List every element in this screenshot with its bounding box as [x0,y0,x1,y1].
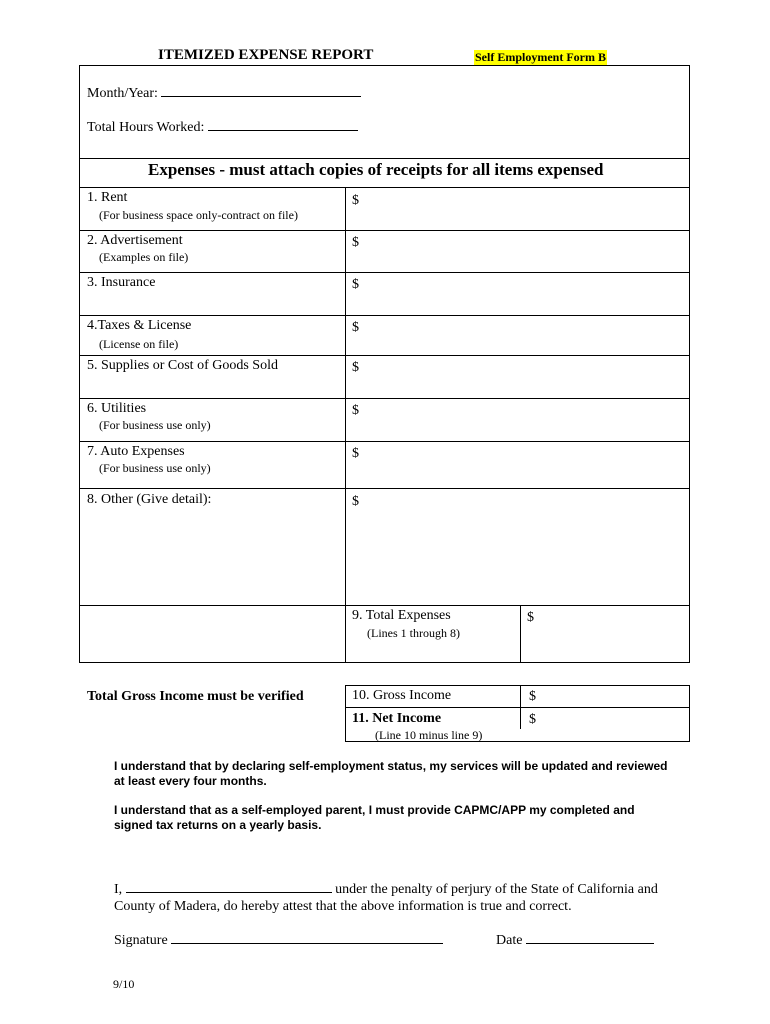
expense-label-supplies: 5. Supplies or Cost of Goods Sold [87,358,278,373]
divider [79,272,690,273]
divider [79,158,690,159]
amount-field-insurance[interactable]: $ [352,277,359,292]
expense-note-rent: (For business space only-contract on file) [99,208,298,222]
date-row [496,933,654,949]
divider [79,441,690,442]
expense-label-other: 8. Other (Give detail): [87,492,212,507]
net-income-note: (Line 10 minus line 9) [375,728,483,742]
income-verify-note: Total Gross Income must be verified [87,689,304,704]
form-label-badge: Self Employment Form B [475,50,606,64]
divider [79,187,690,188]
expense-label-utilities: 6. Utilities [87,401,147,416]
hours-label: Total Hours Worked: [87,120,205,135]
amount-field-gross[interactable]: $ [529,689,536,704]
expense-note-auto: (For business use only) [99,461,211,475]
expense-label-advertisement: 2. Advertisement [87,233,183,248]
amount-field-rent[interactable]: $ [352,193,359,208]
attestation-text-2: County of Madera, do hereby attest that the above information is true and correct. [114,899,572,914]
divider [79,315,690,316]
amount-field-net[interactable]: $ [529,712,536,727]
attestation-line-1 [114,882,658,898]
amount-field-utilities[interactable]: $ [352,403,359,418]
amount-field-advertisement[interactable]: $ [352,235,359,250]
attestation-prefix: I, [114,882,123,897]
expense-note-utilities: (For business use only) [99,418,211,432]
expenses-header: Expenses - must attach copies of receipts for all items expensed [148,160,604,179]
column-divider [345,187,346,663]
total-expenses-note: (Lines 1 through 8) [367,626,460,640]
signature-field[interactable] [171,943,443,944]
divider [79,355,690,356]
divider [79,605,690,606]
expense-note-advertisement: (Examples on file) [99,250,189,264]
amount-field-supplies[interactable]: $ [352,360,359,375]
month-year-row [87,86,361,102]
amount-field-total[interactable]: $ [527,610,534,625]
amount-field-other[interactable]: $ [352,494,359,509]
divider [79,488,690,489]
total-expenses-label: 9. Total Expenses [352,608,451,623]
hours-field[interactable] [208,130,358,131]
hours-row [87,120,358,136]
gross-income-label: 10. Gross Income [352,688,452,703]
expense-label-rent: 1. Rent [87,190,128,205]
signature-row [114,933,443,949]
divider [345,707,690,708]
report-title: ITEMIZED EXPENSE REPORT [158,47,374,63]
notice-review: I understand that by declaring self-employment status, my services will be updated and reviewed at least every four months. [114,759,668,788]
column-divider [520,685,521,729]
date-label: Date [496,933,523,948]
attestation-text-1: under the penalty of perjury of the State of California and [335,882,658,897]
date-field[interactable] [526,943,654,944]
notice-tax-returns: I understand that as a self-employed parent, I must provide CAPMC/APP my completed and signed tax returns on a yearly basis. [114,803,635,832]
signature-label: Signature [114,933,168,948]
amount-field-taxes[interactable]: $ [352,320,359,335]
divider [79,230,690,231]
month-year-field[interactable] [161,96,361,97]
column-divider [520,605,521,663]
divider [79,398,690,399]
expense-label-auto: 7. Auto Expenses [87,444,185,459]
form-version: 9/10 [113,977,135,991]
net-income-label: 11. Net Income [352,711,442,726]
name-field[interactable] [126,892,332,893]
amount-field-auto[interactable]: $ [352,446,359,461]
expense-label-insurance: 3. Insurance [87,275,156,290]
month-year-label: Month/Year: [87,86,158,101]
expense-label-taxes: 4.Taxes & License [87,318,192,333]
expense-note-taxes: (License on file) [99,337,179,351]
